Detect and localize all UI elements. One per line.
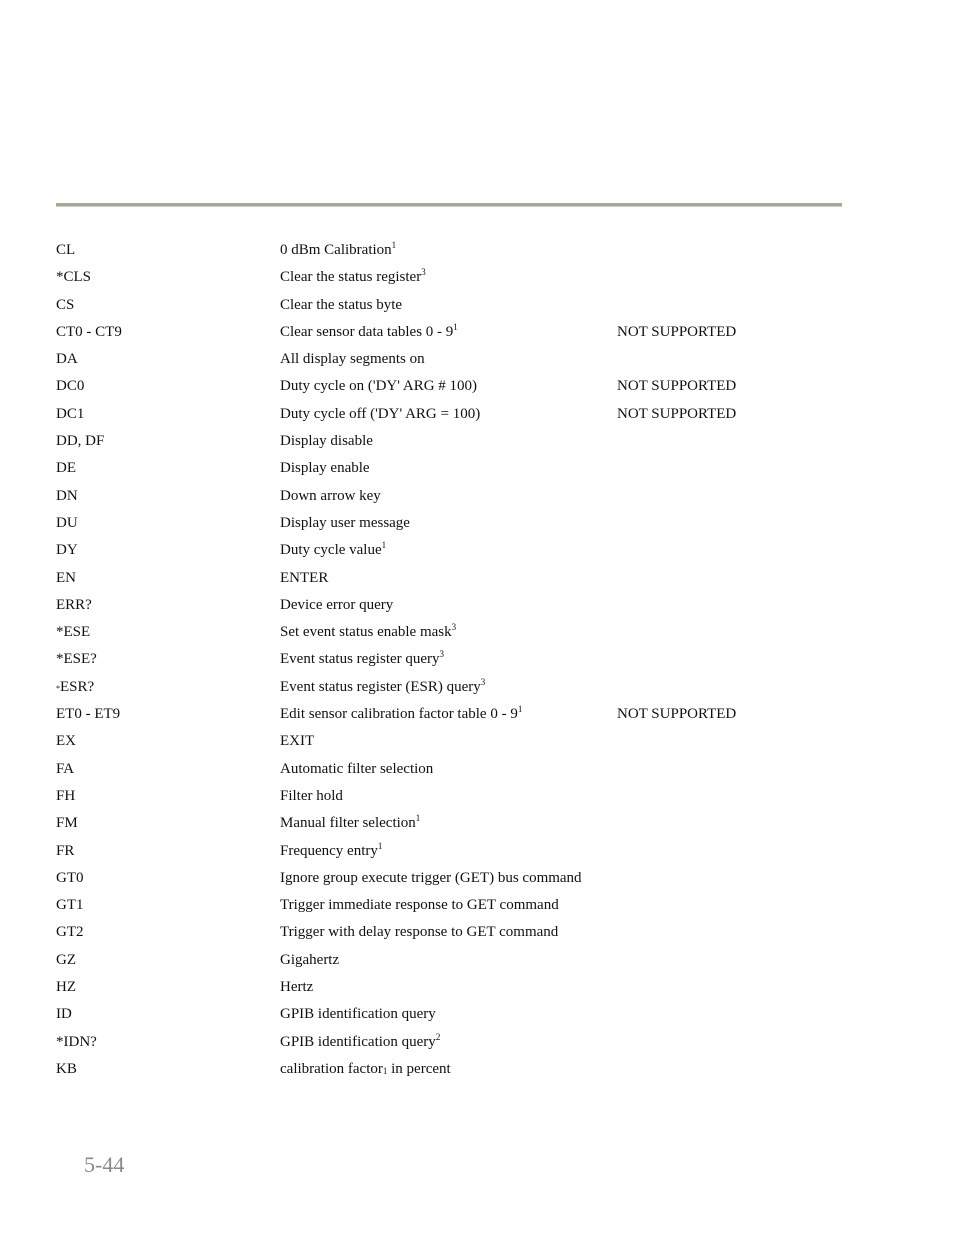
command-code: *IDN?: [56, 1033, 97, 1050]
command-description: Display disable: [280, 433, 373, 450]
footnote-marker: 1: [517, 704, 523, 715]
command-code: FA: [56, 760, 75, 777]
footnote-marker: 2: [435, 1031, 441, 1042]
command-description: Trigger immediate response to GET command: [280, 897, 559, 914]
table-row: [56, 619, 856, 646]
command-code: DE: [56, 460, 76, 477]
command-description: Ignore group execute trigger (GET) bus command: [280, 869, 582, 886]
command-description: GPIB identification query$^2$: [280, 1031, 441, 1050]
command-description: Device error query: [280, 596, 394, 613]
command-code: CT0 - CT9: [56, 323, 122, 340]
command-description: Filter hold: [280, 787, 343, 804]
command-description: EXIT: [280, 733, 315, 750]
command-code: DC1: [56, 405, 85, 422]
table-row: [56, 319, 856, 346]
page-number: 5-44: [84, 1152, 125, 1177]
table-row: [56, 373, 856, 400]
command-description: Event status register query$^3$: [280, 649, 445, 668]
command-description: Duty cycle on ('DY' ARG # 100): [280, 378, 478, 395]
command-description: All display segments on: [280, 351, 425, 368]
command-description: Frequency entry$^1$: [280, 840, 383, 859]
footnote-marker: 1: [382, 1065, 388, 1076]
command-table: [56, 237, 856, 1083]
table-row: [56, 865, 856, 892]
command-code: FH: [56, 787, 76, 804]
command-code: CL: [56, 242, 76, 258]
command-code: DY: [56, 542, 78, 559]
command-description: 0 dBm Calibration$^1$: [280, 240, 397, 258]
command-code: EN: [56, 569, 76, 586]
table-row: [56, 783, 856, 810]
footnote-marker: 1: [381, 540, 387, 551]
table-row: [56, 401, 856, 428]
footnote-marker: 1: [415, 813, 421, 824]
command-description: Event status register (ESR) query$^3$: [280, 676, 486, 695]
command-description: Gigahertz: [280, 951, 340, 968]
support-note: NOT SUPPORTED: [617, 405, 737, 422]
command-code: EX: [56, 733, 76, 750]
table-row: [56, 264, 856, 291]
table-row: [56, 237, 856, 264]
table-row: [56, 810, 856, 837]
command-code: *ESR?: [56, 678, 95, 695]
command-description: Clear sensor data tables $0 - 9^1$: [280, 321, 458, 340]
command-description: ENTER: [280, 569, 329, 586]
table-row: [56, 919, 856, 946]
command-code: DA: [56, 351, 78, 368]
command-description: Clear the status byte: [280, 296, 403, 313]
command-code: DC0: [56, 378, 85, 395]
command-code: DD, DF: [56, 433, 105, 450]
command-code: KB: [56, 1060, 77, 1077]
table-row: [56, 892, 856, 919]
command-code: HZ: [56, 979, 76, 996]
table-row: [56, 1029, 856, 1056]
table-row: [56, 292, 856, 319]
command-description: GPIB identification query: [280, 1006, 436, 1023]
command-description: Duty cycle value$^1$: [280, 540, 387, 559]
table-row: [56, 701, 856, 728]
command-description: Hertz: [280, 979, 314, 996]
table-row: [56, 455, 856, 482]
command-description: Trigger with delay response to GET command: [280, 924, 559, 941]
table-row: [56, 646, 856, 673]
command-code: GT0: [56, 869, 84, 886]
command-description: Down arrow key: [280, 487, 381, 504]
table-row: [56, 510, 856, 537]
command-code: ET0 - ET9: [56, 706, 121, 723]
command-code: FR: [56, 842, 75, 859]
table-row: [56, 947, 856, 974]
footnote-marker: 1: [453, 321, 458, 332]
command-description: Display enable: [280, 460, 370, 477]
table-row: [56, 565, 856, 592]
command-description: Manual filter selection$^1$: [280, 813, 421, 832]
command-description: Duty cycle off ('DY' ARG = 100): [280, 405, 481, 422]
command-code: DU: [56, 514, 78, 531]
command-code: *CLS: [56, 269, 92, 286]
command-code: GZ: [56, 951, 76, 968]
command-code: GT1: [56, 897, 84, 914]
command-description: Display user message: [280, 514, 410, 531]
table-row: [56, 674, 856, 701]
footnote-marker: 3: [451, 622, 457, 633]
command-description: Automatic filter selection: [280, 760, 434, 777]
footnote-marker: 1: [377, 840, 383, 851]
command-code: FM: [56, 815, 78, 832]
support-note: NOT SUPPORTED: [617, 323, 737, 340]
support-note: NOT SUPPORTED: [617, 706, 737, 723]
command-code: *ESE?: [56, 651, 97, 668]
command-description: Set event status enable mask$^3$: [280, 622, 457, 641]
table-row: [56, 1001, 856, 1028]
table-row: [56, 1056, 856, 1083]
command-code: GT2: [56, 924, 84, 941]
footnote-marker: 3: [439, 649, 445, 660]
table-row: [56, 974, 856, 1001]
table-row: [56, 756, 856, 783]
command-code: CS: [56, 296, 75, 313]
header-rule: [56, 203, 842, 207]
command-code: *ESE: [56, 624, 91, 641]
table-row: [56, 346, 856, 373]
table-row: [56, 838, 856, 865]
command-code: DN: [56, 487, 78, 504]
table-row: [56, 537, 856, 564]
footnote-marker: 1: [391, 240, 397, 250]
command-description: calibration factor$_1$ in percent: [280, 1060, 451, 1077]
support-note: NOT SUPPORTED: [617, 378, 737, 395]
command-code: ERR?: [56, 596, 92, 613]
footnote-marker: 3: [421, 267, 426, 278]
command-description: Edit sensor calibration factor table $0 - 9^1$: [280, 704, 523, 723]
command-description: Clear the status register$^3$: [280, 267, 426, 286]
table-row: [56, 483, 856, 510]
table-row: [56, 728, 856, 755]
footnote-marker: 3: [480, 676, 486, 687]
command-code: ID: [56, 1006, 72, 1023]
table-row: [56, 428, 856, 455]
table-row: [56, 592, 856, 619]
